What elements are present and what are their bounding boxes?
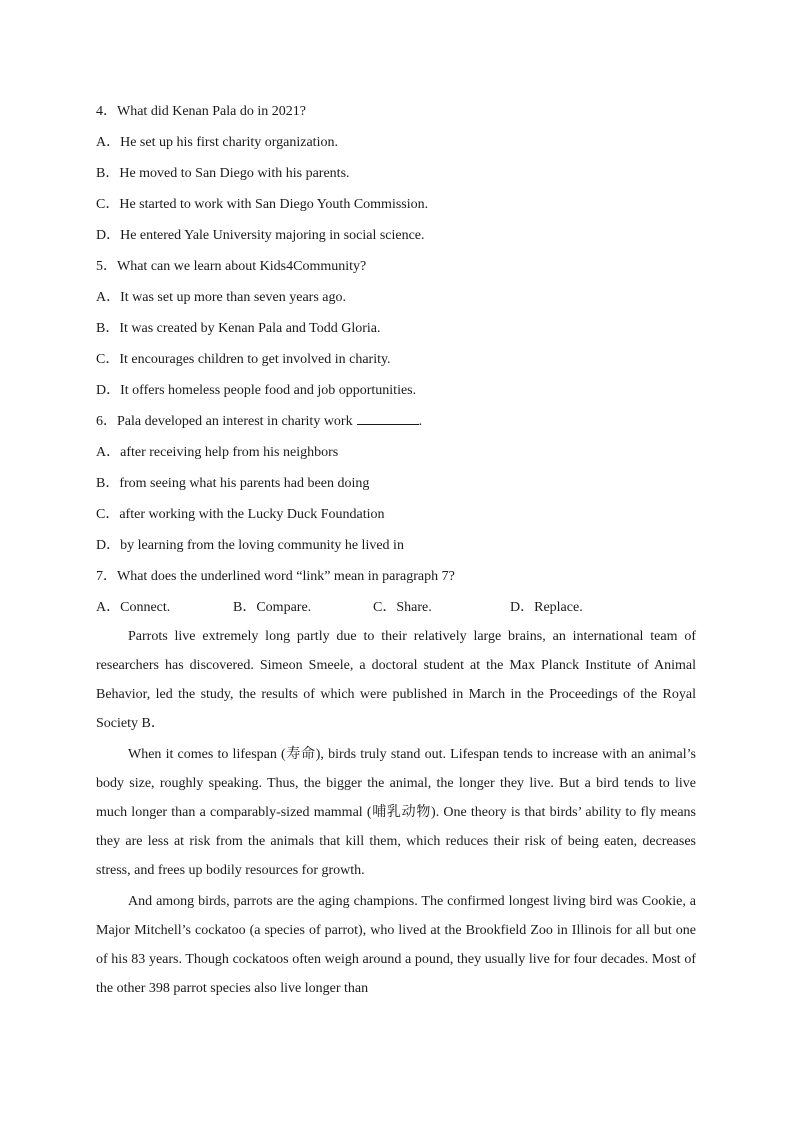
question-6-stem-end: . <box>418 414 423 429</box>
question-5-option-d: D．It offers homeless people food and job opportunities. <box>96 383 417 398</box>
question-6-stem: 6．Pala developed an interest in charity work <box>96 414 353 429</box>
question-4-stem: 4．What did Kenan Pala do in 2021? <box>96 104 306 119</box>
question-6-stem-line <box>96 406 706 437</box>
question-6-option-b: B．from seeing what his parents had been doing <box>96 476 370 491</box>
question-4-option-d: D．He entered Yale University majoring in social science. <box>96 228 425 243</box>
question-5-option-b: B．It was created by Kenan Pala and Todd Gloria. <box>96 321 381 336</box>
question-7-option-d: D．Replace. <box>510 600 583 615</box>
question-5-option-a: A．It was set up more than seven years ago. <box>96 290 346 305</box>
passage-paragraph-3: And among birds, parrots are the aging champions. The confirmed longest living bird was Cookie, a Major Mitchell’s cockatoo (a species of parrot), who lived at the Brookfield Zoo in Illinois for all but one of his 83 years. Though cockatoos often weigh around a pound, they usually live for four decades. Most of the other 398 parrot species also live longer than <box>96 894 696 996</box>
question-7-option-c: C．Share. <box>373 600 432 615</box>
question-5-stem: 5．What can we learn about Kids4Community? <box>96 259 367 274</box>
question-6-option-d: D．by learning from the loving community he lived in <box>96 538 404 553</box>
reading-passage <box>96 622 696 1005</box>
answer-blank <box>357 410 419 425</box>
passage-paragraph-2: When it comes to lifespan (寿命), birds truly stand out. Lifespan tends to increase with an animal’s body size, roughly speaking. Thus, the bigger the animal, the longer they live. But a bird tends to live much longer than a comparably-sized mammal (哺乳动物). One theory is that birds’ ability to fly means they are less at risk from the animals that kill them, which reduces their risk of being eaten, decreases stress, and frees up bodily resources for growth. <box>96 747 696 878</box>
question-6-option-a: A．after receiving help from his neighbors <box>96 445 339 460</box>
question-7-option-a: A．Connect. <box>96 600 171 615</box>
passage-paragraph-1: Parrots live extremely long partly due to their relatively large brains, an international team of researchers has discovered. Simeon Smeele, a doctoral student at the Max Planck Institute of Animal Behavior, led the study, the results of which were published in March in the Proceedings of the Royal Society B． <box>96 629 696 731</box>
question-4-option-a: A．He set up his first charity organization. <box>96 135 338 150</box>
question-7-options <box>96 592 706 623</box>
question-7-option-b: B．Compare. <box>233 600 312 615</box>
question-5-option-c: C．It encourages children to get involved in charity. <box>96 352 391 367</box>
question-6-option-c: C．after working with the Lucky Duck Foundation <box>96 507 385 522</box>
question-4-option-b: B．He moved to San Diego with his parents. <box>96 166 350 181</box>
question-4-option-c: C．He started to work with San Diego Youth Commission. <box>96 197 429 212</box>
question-list <box>96 96 706 623</box>
question-7-stem: 7．What does the underlined word “link” mean in paragraph 7? <box>96 569 455 584</box>
